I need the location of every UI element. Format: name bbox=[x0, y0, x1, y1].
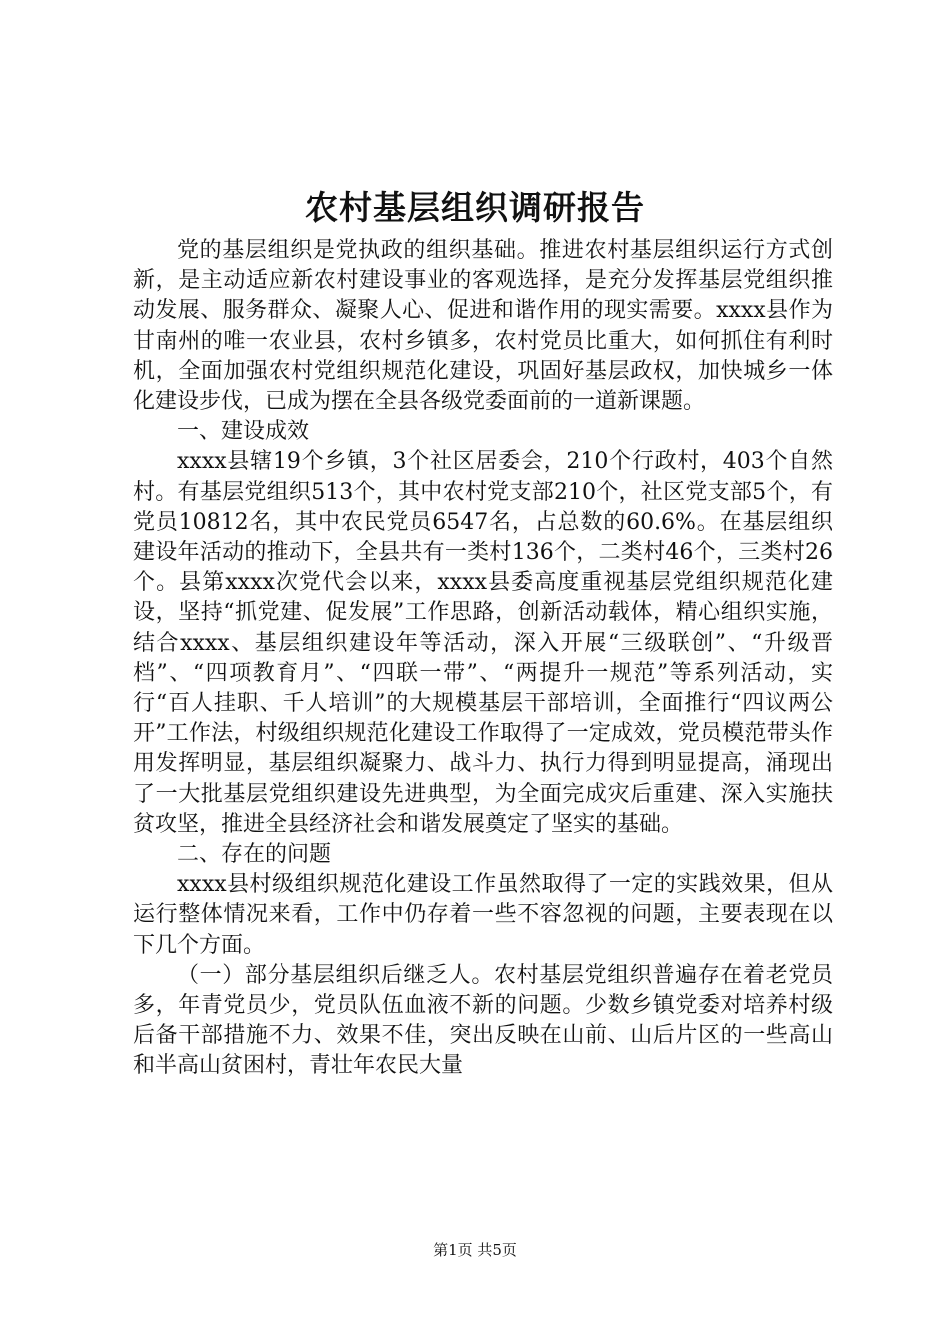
achievements-paragraph: xxxx县辖19个乡镇，3个社区居委会，210个行政村，403个自然村。有基层党组织513个，其中农村党支部210个，社区党支部5个，有党员10812名，其中农民党员6547名，占总数的60.6%。在基层组织建设年活动的推动下，全县共有一类村136个，二类村46个，三类村26个。县第xxxx次党代会以来，xxxx县委高度重视基层党组织规范化建设，坚持“抓党建、促发展”工作思路，创新活动载体，精心组织实施，结合xxxx、基层组织建设年等活动，深入开展“三级联创”、“升级晋档”、“四项教育月”、“四联一带”、“两提升一规范”等系列活动，实行“百人挂职、千人培训”的大规模基层干部培训，全面推行“四议两公开”工作法，村级组织规范化建设工作取得了一定成效，党员模范带头作用发挥明显，基层组织凝聚力、战斗力、执行力得到明显提高，涌现出了一大批基层党组织建设先进典型，为全面完成灾后重建、深入实施扶贫攻坚，推进全县经济社会和谐发展奠定了坚实的基础。 bbox=[133, 449, 833, 837]
document-title: 农村基层组织调研报告 bbox=[305, 188, 645, 227]
problems-intro-paragraph: xxxx县村级组织规范化建设工作虽然取得了一定的实践效果，但从运行整体情况来看，工作中仍存着一些不容忽视的问题，主要表现在以下几个方面。 bbox=[133, 872, 833, 958]
page-footer: 第1页 共5页 bbox=[433, 1241, 517, 1259]
section-heading-achievements: 一、建设成效 bbox=[177, 419, 310, 445]
section-heading-problems: 二、存在的问题 bbox=[177, 842, 332, 868]
document-body bbox=[133, 236, 833, 1082]
problem-one-paragraph: （一）部分基层组织后继乏人。农村基层党组织普遍存在着老党员多，年青党员少，党员队伍血液不新的问题。少数乡镇党委对培养村级后备干部措施不力、效果不佳，突出反映在山前、山后片区的一些高山和半高山贫困村，青壮年农民大量 bbox=[133, 962, 833, 1079]
intro-paragraph: 党的基层组织是党执政的组织基础。推进农村基层组织运行方式创新，是主动适应新农村建设事业的客观选择，是充分发挥基层党组织推动发展、服务群众、凝聚人心、促进和谐作用的现实需要。xxxx县作为甘南州的唯一农业县，农村乡镇多，农村党员比重大，如何抓住有利时机，全面加强农村党组织规范化建设，巩固好基层政权，加快城乡一体化建设步伐，已成为摆在全县各级党委面前的一道新课题。 bbox=[133, 238, 833, 415]
